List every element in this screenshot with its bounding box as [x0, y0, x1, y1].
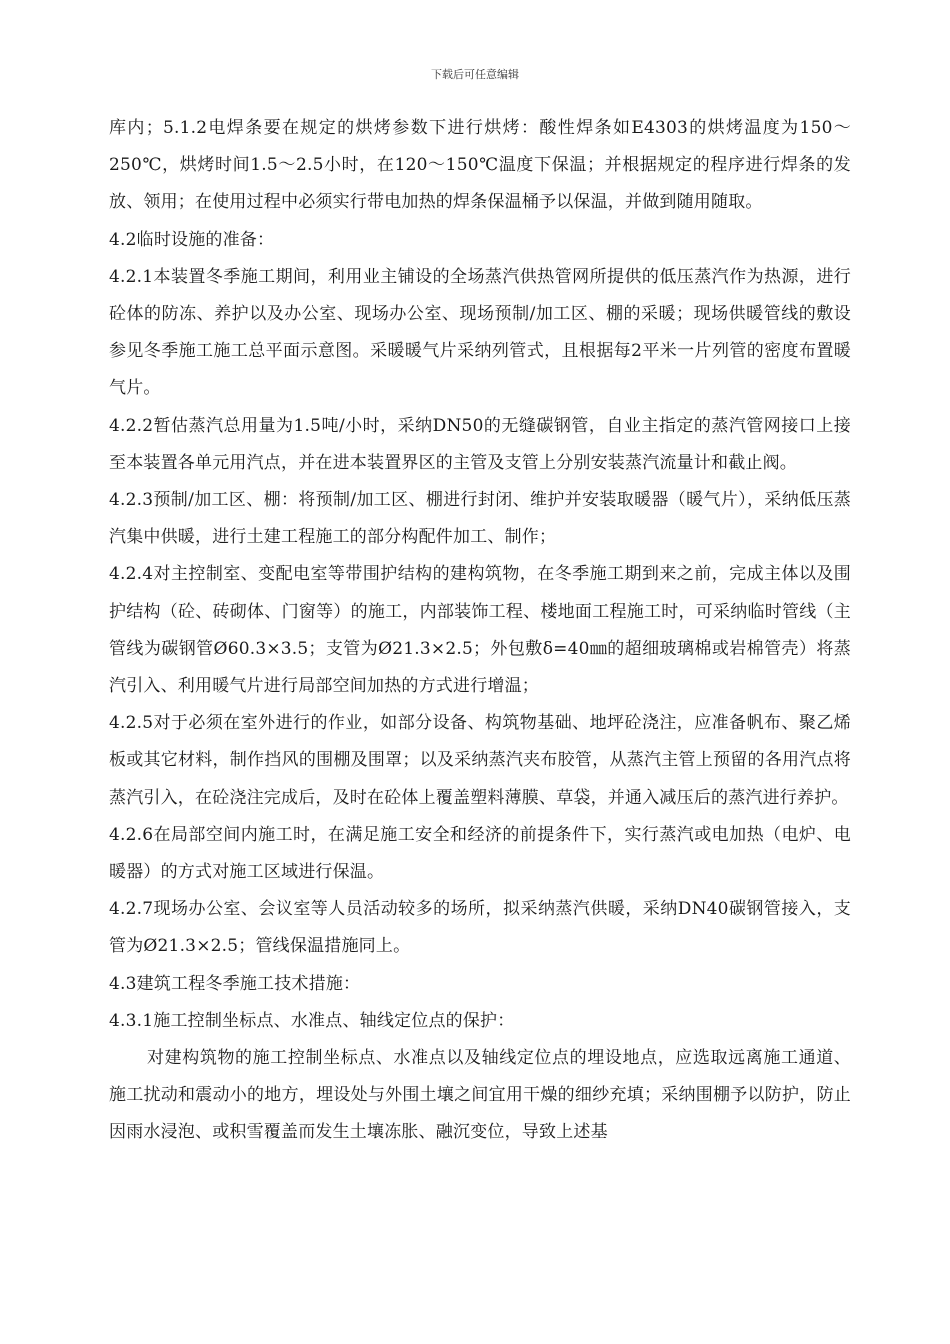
section-heading-4-3: 4.3建筑工程冬季施工技术措施： [109, 973, 361, 994]
paragraph-control-point-protection: 对建构筑物的施工控制坐标点、水准点以及轴线定位点的埋设地点，应选取远离施工通道、施工扰动和震动小的地方，埋设处与外围土壤之间宜用干燥的细纱充填；采纳围棚予以防护，防止因雨水浸泡、或积雪覆盖而发生土壤冻胀、融沉变位，导致上述基 [109, 1048, 851, 1143]
paragraph-welding-rod-baking: 库内；5.1.2电焊条要在规定的烘烤参数下进行烘烤：酸性焊条如E4303的烘烤温度为150～250℃，烘烤时间1.5～2.5小时，在120～150℃温度下保温；并根据规定的程序进行焊条的发放、领用；在使用过程中必须实行带电加热的焊条保温桶予以保温，并做到随用随取。 [109, 118, 851, 213]
section-heading-4-2: 4.2临时设施的准备： [109, 229, 275, 250]
page-header: 下载后可任意编辑 [431, 68, 519, 81]
paragraph-4-2-3: 4.2.3预制/加工区、棚：将预制/加工区、棚进行封闭、维护并安装取暖器（暖气片），采纳低压蒸汽集中供暖，进行土建工程施工的部分构配件加工、制作； [109, 490, 851, 548]
paragraph-4-2-7: 4.2.7现场办公室、会议室等人员活动较多的场所，拟采纳蒸汽供暖，采纳DN40碳钢管接入，支管为Ø21.3×2.5；管线保温措施同上。 [109, 899, 851, 957]
paragraph-4-2-6: 4.2.6在局部空间内施工时，在满足施工安全和经济的前提条件下，实行蒸汽或电加热（电炉、电暖器）的方式对施工区域进行保温。 [109, 824, 851, 883]
paragraph-4-2-4: 4.2.4对主控制室、变配电室等带围护结构的建构筑物，在冬季施工期到来之前，完成主体以及围护结构（砼、砖砌体、门窗等）的施工，内部装饰工程、楼地面工程施工时，可采纳临时管线（主管线为碳钢管Ø60.3×3.5；支管为Ø21.3×2.5；外包敷δ=40㎜的超细玻璃棉或岩棉管壳）将蒸汽引入、利用暖气片进行局部空间加热的方式进行增温； [109, 564, 851, 697]
subheading-4-3-1: 4.3.1施工控制坐标点、水准点、轴线定位点的保护： [109, 1010, 515, 1031]
paragraph-4-2-1: 4.2.1本装置冬季施工期间，利用业主铺设的全场蒸汽供热管网所提供的低压蒸汽作为热源，进行砼体的防冻、养护以及办公室、现场办公室、现场预制/加工区、棚的采暖；现场供暖管线的敷设参见冬季施工施工总平面示意图。采暖暖气片采纳列管式，且根据每2平米一片列管的密度布置暖气片。 [109, 266, 851, 399]
paragraph-4-2-2: 4.2.2暂估蒸汽总用量为1.5吨/小时，采纳DN50的无缝碳钢管，自业主指定的蒸汽管网接口上接至本装置各单元用汽点，并在进本装置界区的主管及支管上分别安装蒸汽流量计和截止阀。 [109, 415, 851, 473]
document-body [109, 110, 851, 1152]
paragraph-4-2-5: 4.2.5对于必须在室外进行的作业，如部分设备、构筑物基础、地坪砼浇注，应准备帆布、聚乙烯板或其它材料，制作挡风的围棚及围罩；以及采纳蒸汽夹布胶管，从蒸汽主管上预留的各用汽点将蒸汽引入，在砼浇注完成后，及时在砼体上覆盖塑料薄膜、草袋，并通入减压后的蒸汽进行养护。 [109, 713, 851, 808]
